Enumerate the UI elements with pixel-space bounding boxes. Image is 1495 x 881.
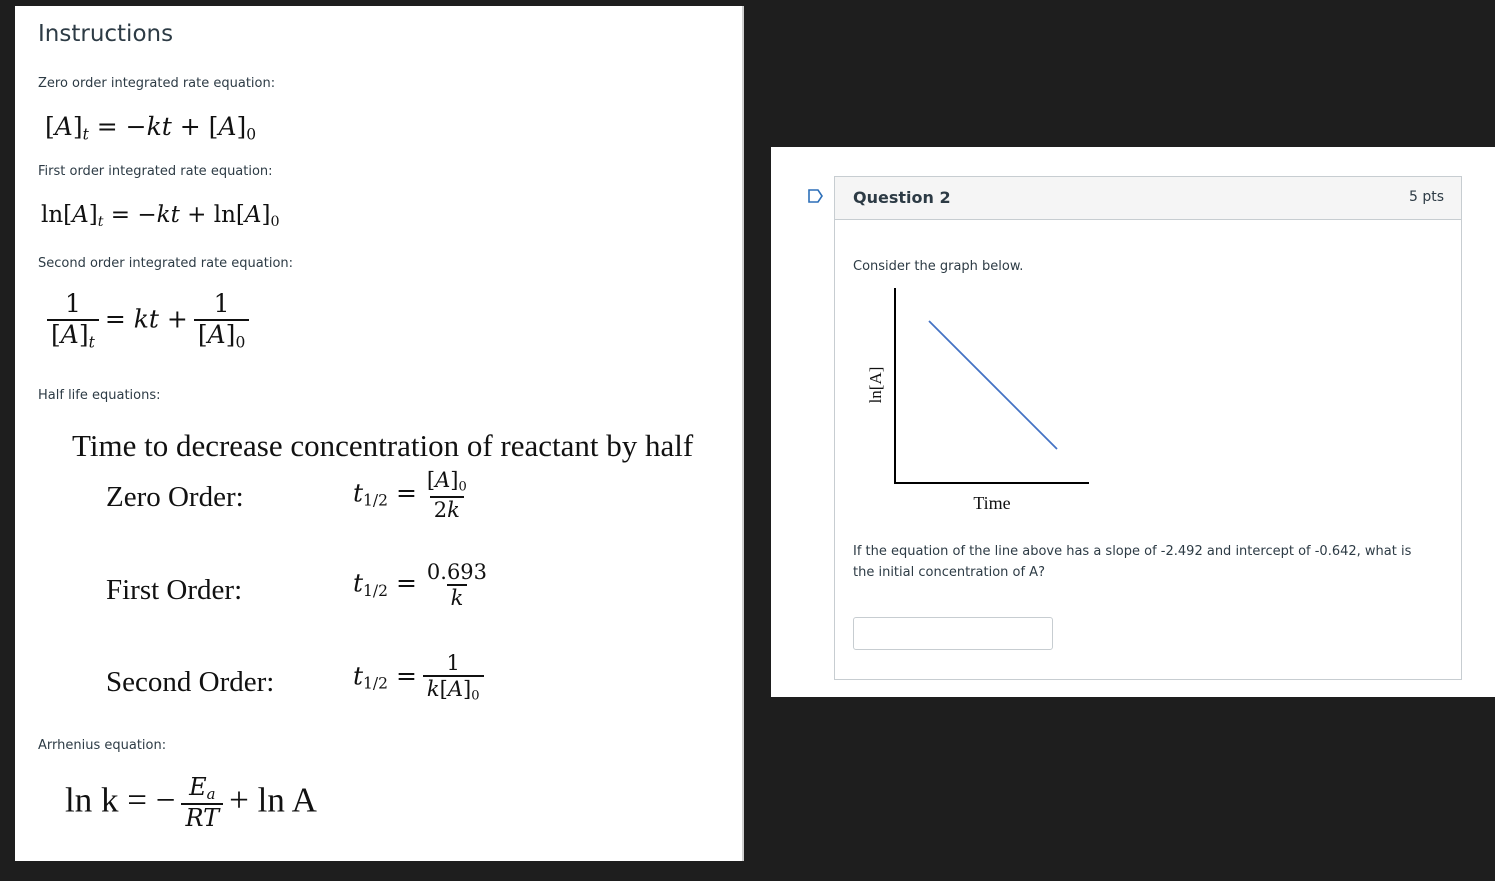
zero-order-label: Zero order integrated rate equation:	[38, 76, 276, 91]
question-points: 5 pts	[1408, 189, 1444, 205]
half-life-label: Half life equations:	[38, 388, 161, 403]
question-prompt: If the equation of the line above has a slope of -2.492 and intercept of -0.642, what is the initial concentration of A?	[853, 544, 1412, 580]
arrhenius-label: Arrhenius equation:	[38, 738, 167, 753]
data-line	[929, 321, 1057, 449]
zero-order-equation: $[A]_t = -kt + [A]_0$	[45, 112, 257, 144]
half-life-heading: Time to decrease concentration of reactant by half	[72, 428, 694, 463]
second-order-label: Second order integrated rate equation:	[38, 256, 294, 271]
question-card	[834, 176, 1462, 680]
ln-concentration-graph	[859, 283, 1099, 523]
half-life-first-order-equation: $t_{1/2}$ = $\frac{0.693}{k}$	[353, 560, 497, 610]
first-order-label: First order integrated rate equation:	[38, 164, 273, 179]
question-header	[835, 177, 1461, 220]
arrhenius-equation: ln k = − $\frac{E_a}{RT}$ + ln A	[65, 773, 317, 833]
x-axis-label: Time	[973, 493, 1011, 513]
first-order-numerator: 0.693	[426, 560, 488, 584]
half-life-first-order-label: First Order:	[106, 574, 243, 606]
half-life-zero-order-label: Zero Order:	[106, 481, 244, 513]
first-order-equation: $\ln[A]_t = -kt + \ln[A]_0$	[41, 202, 280, 230]
instructions-panel	[15, 6, 744, 861]
half-life-zero-order-equation: $t_{1/2}$ = $\frac{[A]_0}{2k}$	[353, 468, 467, 522]
half-life-second-order-label: Second Order:	[106, 666, 275, 698]
instructions-title: Instructions	[38, 21, 174, 47]
second-order-equation: $\frac{1}{[A]_t}$ = kt + $\frac{1}{[A]_0}$	[41, 290, 255, 352]
answer-input[interactable]	[853, 617, 1053, 650]
half-life-second-order-equation: $t_{1/2}$ = $\frac{1}{k[A]_0}$	[353, 651, 490, 705]
question-title: Question 2	[853, 188, 951, 207]
flag-question-icon[interactable]	[808, 189, 824, 203]
question-intro: Consider the graph below.	[853, 259, 1024, 274]
y-axis-label: ln[A]	[866, 366, 885, 404]
second-order-numerator: 1	[446, 651, 460, 675]
